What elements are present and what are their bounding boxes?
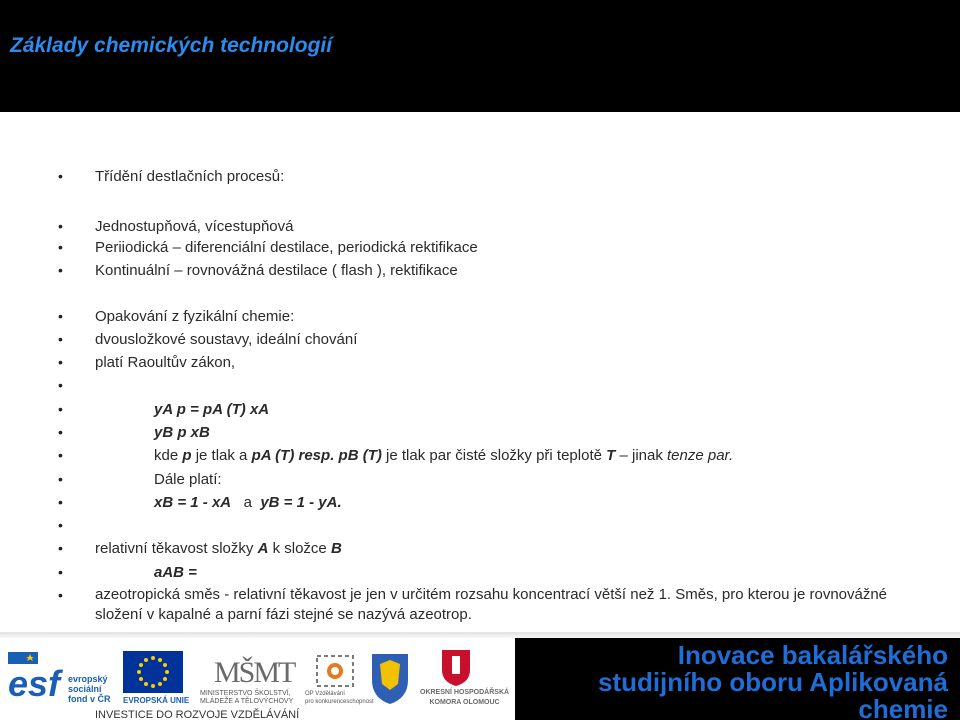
invest-caption: INVESTICE DO ROZVOJE VZDĚLÁVÁNÍ: [95, 709, 300, 721]
bullet-icon: •: [58, 471, 63, 487]
inovace-text: Inovace bakalářského studijního oboru Aplikovaná chemie: [597, 640, 948, 724]
bullet-text: platí Raoultův zákon,: [95, 354, 236, 371]
slide-title: Základy chemických technologií: [10, 34, 333, 57]
bullet-icon: •: [58, 587, 63, 603]
bullet-icon: •: [58, 424, 63, 440]
bullet-icon: •: [58, 401, 63, 417]
svg-text:MŠMT: MŠMT: [214, 656, 295, 689]
bullet-text: relativní těkavost složky A k složce B: [95, 540, 342, 557]
ohk-logo: [436, 646, 476, 688]
equation-raoult-b: yB p xB: [154, 424, 210, 441]
equation-volatility: aAB =: [154, 564, 197, 581]
bullet-icon: •: [58, 447, 63, 463]
inovace-panel: [515, 638, 960, 724]
bullet-icon: •: [58, 262, 63, 278]
university-logo: [368, 650, 412, 706]
bullet-icon: •: [58, 218, 63, 234]
ohk-caption: OKRESNÍ HOSPODÁŘSKÁ KOMORA OLOMOUC: [420, 689, 510, 706]
equation-complement: xB = 1 - xA a yB = 1 - yA.: [154, 494, 342, 511]
footer: [0, 638, 960, 724]
bullet-text: kde p je tlak a pA (T) resp. pB (T) je tlak par čisté složky při teplotě T – jinak tenze par.: [154, 447, 734, 464]
eu-flag-logo: [123, 651, 183, 693]
msmt-caption: MINISTERSTVO ŠKOLSTVÍ, MLÁDEŽE A TĚLOVÝCHOVY: [200, 690, 294, 705]
esf-caption: evropský sociální fond v ČR: [68, 674, 111, 704]
bullet-icon: •: [58, 354, 63, 370]
bullet-text: Kontinuální – rovnovážná destilace ( flash ), rektifikace: [95, 262, 458, 279]
bullet-text: Jednostupňová, vícestupňová: [95, 218, 294, 235]
title-bar: [0, 0, 960, 112]
bullet-text: azeotropická směs - relativní těkavost je jen v určitém rozsahu koncentrací větší než 1. Směs, pro kterou je rovnovážné složení v kapalné a parní fázi stejné se nazývá azeotrop.: [95, 586, 888, 623]
bullet-icon: •: [58, 377, 63, 393]
op-vk-logo: [313, 652, 361, 692]
bullet-icon: •: [58, 494, 63, 510]
equation-raoult-a: yA p = pA (T) xA: [154, 401, 270, 418]
eu-caption: EVROPSKÁ UNIE: [123, 696, 190, 705]
bullet-icon: •: [58, 239, 63, 255]
bullet-text: Třídění destlačních procesů:: [95, 168, 285, 185]
bullet-icon: •: [58, 540, 63, 556]
bullet-icon: •: [58, 168, 63, 184]
bullet-text: dvousložkové soustavy, ideální chování: [95, 331, 358, 348]
op-vk-caption: OP Vzdělávání pro konkurenceschopnost: [305, 691, 374, 705]
bullet-icon: •: [58, 517, 63, 533]
bullet-text: Dále platí:: [154, 471, 222, 488]
bullet-text: Periiodická – diferenciální destilace, periodická rektifikace: [95, 239, 478, 256]
bullet-text: Opakování z fyzikální chemie:: [95, 308, 295, 325]
bullet-icon: •: [58, 308, 63, 324]
bullet-icon: •: [58, 564, 63, 580]
svg-text:esf: esf: [8, 663, 61, 704]
msmt-logo: [210, 650, 295, 689]
bullet-icon: •: [58, 331, 63, 347]
